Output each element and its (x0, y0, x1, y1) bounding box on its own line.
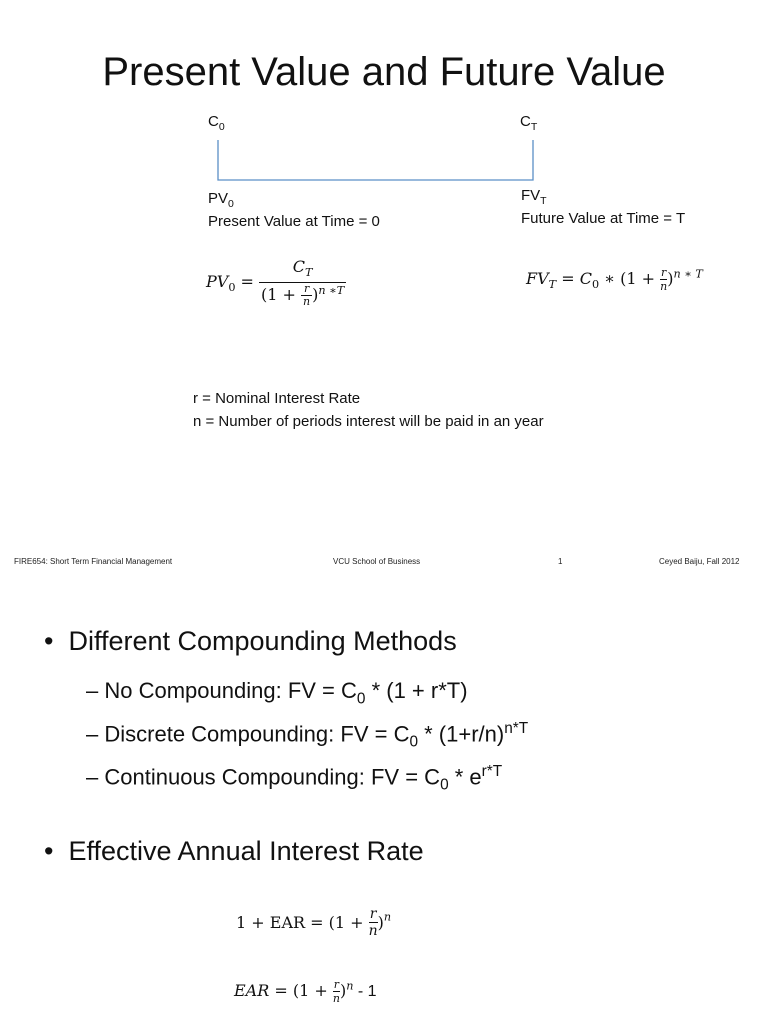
ear-formula-1: 1 + EAR = (1 + $\frac{r}{n}$ )$^n$ (236, 906, 392, 939)
bullet-compounding-methods: • Different Compounding Methods (44, 626, 457, 656)
ear-formula-2: EAR = (1 + $\frac{r}{n}$ )$^n$ - 1 (234, 978, 377, 1005)
sub-discrete-compounding: – Discrete Compounding: FV = $C_0 * (1+r/n)^{n*T}$ (86, 720, 529, 751)
sub-no-compounding: – No Compounding: FV = $C_0 * (1 + r*T)$ (86, 678, 468, 708)
footer-page-number: 1 (558, 557, 563, 566)
footer-course: FIRE654: Short Term Financial Management (14, 557, 173, 566)
pv-formula: $PV_0$ = $C_T$ (1 + $\frac{r}{n}$ )$^{n ∗T}$ (206, 257, 345, 308)
footer-school: VCU School of Business (333, 557, 421, 566)
definition-n: n = Number of periods interest will be paid in an year (193, 413, 544, 430)
pv-label: $PV_0$ (208, 190, 234, 210)
timeline-end-label: $C_T$ (520, 113, 538, 133)
pv-caption: Present Value at Time = 0 (208, 213, 380, 230)
fv-label: $FV_T$ (521, 187, 547, 207)
definition-r: r = Nominal Interest Rate (193, 390, 361, 407)
slide-title: Present Value and Future Value (102, 50, 666, 94)
fv-formula: $FV_T = C_0$ ∗ (1 + $\frac{r}{n}$ )$^{n ∗ T}$ (526, 266, 703, 293)
timeline-start-label: $C_0$ (208, 113, 225, 133)
timeline-line (210, 138, 540, 186)
footer-author: Ceyed Baiju, Fall 2012 (659, 557, 740, 566)
bullet-effective-annual-rate: • Effective Annual Interest Rate (44, 836, 424, 866)
fv-caption: Future Value at Time = T (521, 210, 686, 227)
sub-continuous-compounding: – Continuous Compounding: FV = $C_0 * e^{r*T}$ (86, 763, 503, 794)
